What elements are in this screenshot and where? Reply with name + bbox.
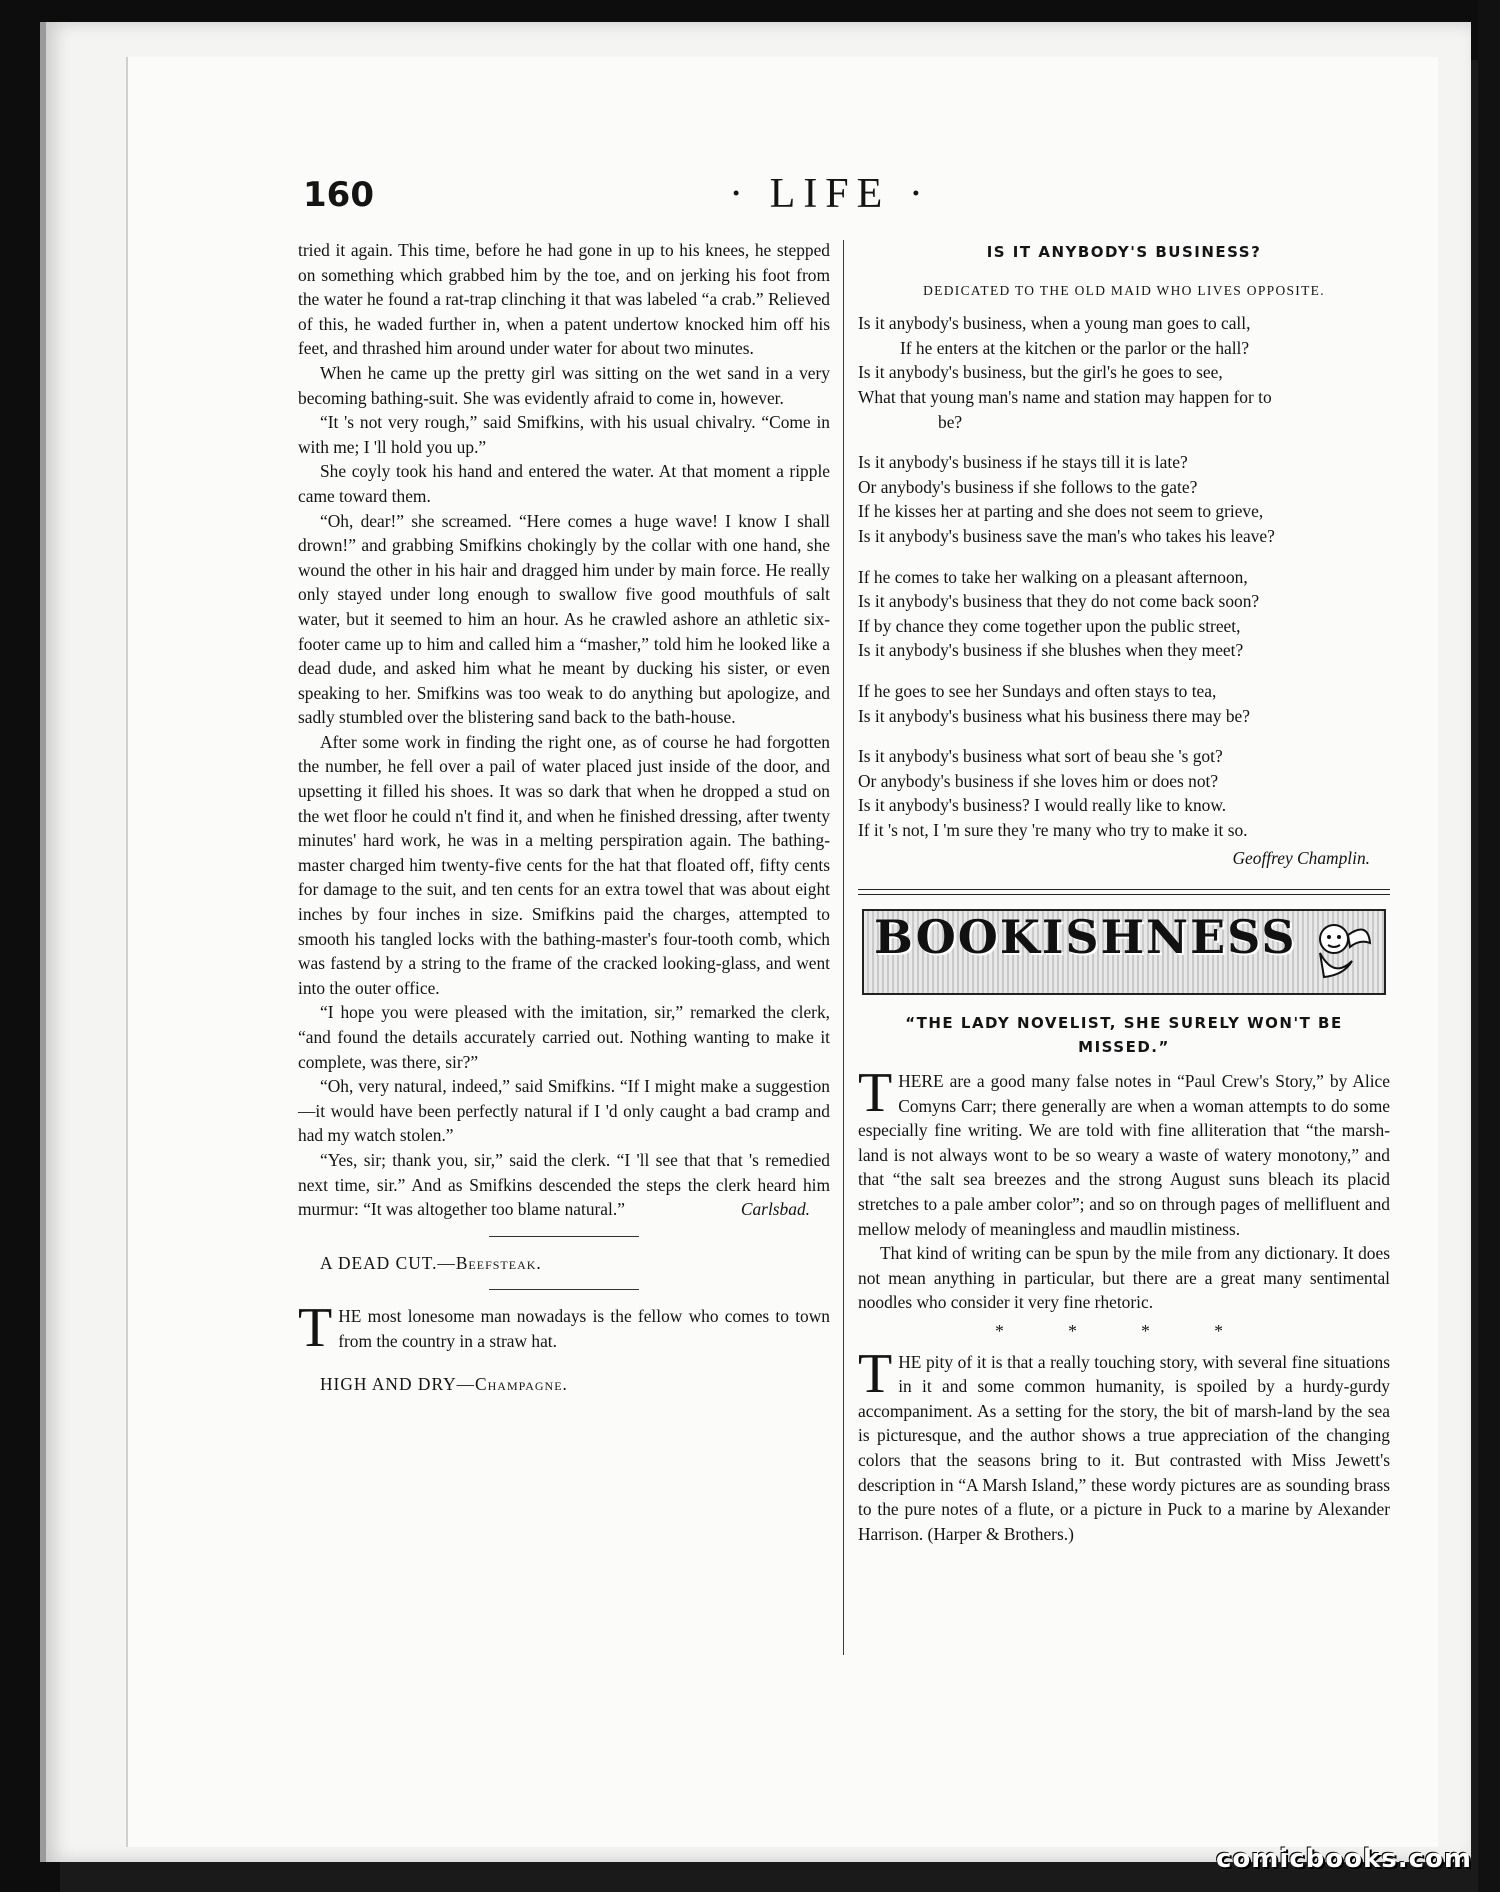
poem-line: If by chance they come together upon the public street, [858, 615, 1241, 636]
poem-line: Is it anybody's business what sort of beau she 's got? [858, 746, 1223, 767]
story-paragraph: tried it again. This time, before he had gone in up to his knees, he stepped on something which grabbed him by the toe, and on jerking his foot from the water he found a rat-trap clinching it that was labeled “a crab.” Relieved of this, he waded further in, when a patent undertow knocked him off his feet, and thrashed him around under water for about two minutes. [298, 240, 830, 359]
section-rule [489, 1236, 639, 1237]
poem-stanza [858, 565, 1390, 663]
poem-line: If he enters at the kitchen or the parlor or the hall? [900, 337, 1250, 358]
poem-line: Is it anybody's business what his business there may be? [858, 705, 1250, 726]
right-column [858, 238, 1390, 1546]
site-watermark: comicbooks.com [1215, 1844, 1472, 1874]
poem-line: If he comes to take her walking on a pleasant afternoon, [858, 566, 1248, 587]
review-text: HERE are a good many false notes in “Paul Crew's Story,” by Alice Comyns Carr; there generally are when a woman attempts to do some especially fine writing. We are told with fine alliteration that “the marsh-land is not always wont to be so weary a waste of watery monotony,” and that “the salt sea breezes and the strong August suns bleach its placid stretches to a pale amber color”; and so on through pages of mellifluent and mellow melody of meaningless and maudlin mistiness. [858, 1071, 1390, 1239]
drop-cap: T [298, 1297, 333, 1360]
story-paragraph: After some work in finding the right one, as of course he had forgotten the number, he fell over a pail of water placed just inside of the door, and upsetting it filled his shoes. It was so dark that when he dropped a stud on the wet floor he could n't find it, and when he finished dressing, after twenty minutes' hard work, he was in a melting perspiration again. The bathing-master charged him twenty-five cents for the hat that floated off, fifty cents for damage to the suit, and ten cents for an extra towel that was about eight inches by four inches in size. Smifkins paid the charges, attempted to smooth his tangled locks with the bathing-master's four-tooth comb, which was fastend by a string to the frame of the cracked looking-glass, and went into the outer office. [298, 731, 830, 998]
section-double-rule [858, 889, 1390, 895]
review-text: HE pity of it is that a really touching story, with several fine situations in it and some common humanity, is spoiled by a hurdy-gurdy accompaniment. As a setting for the story, the bit of marsh-land by the sea is picturesque, and the author shows a true appreciation of the changing colors that the seasons bring to it. But contrasted with Miss Jewett's description in “A Marsh Island,” these wordy pictures are as sounding brass to the pure notes of a flute, or a picture in Puck to a marine by Alexander Harrison. (Harper & Brothers.) [858, 1351, 1390, 1544]
section-rule [489, 1289, 639, 1290]
quip-dead-cut: A DEAD CUT.—Beefsteak. [320, 1252, 542, 1273]
review-paragraph: That kind of writing can be spun by the mile from any dictionary. It does not mean anything in particular, but there are a great many sentimental noodles who consider it very fine rhetoric. [858, 1243, 1390, 1313]
masthead-title: · LIFE · [729, 171, 931, 217]
banner-title: BOOKISHNESS [874, 910, 1297, 965]
poem-stanza [858, 679, 1390, 728]
poem-line: Is it anybody's business if he stays till it is late? [858, 452, 1188, 473]
bookishness-banner [862, 909, 1386, 995]
review-paragraph [858, 1342, 1390, 1547]
poem-line: Or anybody's business if she loves him or does not? [858, 770, 1219, 791]
poem-line: If it 's not, I 'm sure they 're many who try to make it so. [858, 819, 1248, 840]
column-divider [843, 240, 844, 1655]
quip-text: HE most lonesome man nowadays is the fellow who comes to town from the country in a straw hat. [338, 1306, 830, 1351]
quip-lonesome-man [298, 1297, 830, 1360]
story-paragraph: “Yes, sir; thank you, sir,” said the clerk. “I 'll see that that 's remedied next time, sir.” And as Smifkins descended the steps the clerk heard him murmur: “It was altogether too blame natural.” [298, 1149, 830, 1220]
story-paragraph: When he came up the pretty girl was sitting on the wet sand in a very becoming bathing-suit. She was evidently afraid to come in, however. [298, 362, 830, 408]
quip-high-and-dry: HIGH AND DRY—Champagne. [320, 1373, 568, 1394]
poem-stanza [858, 311, 1390, 434]
page-number: 160 [303, 175, 374, 215]
poem-line: Is it anybody's business that they do not come back soon? [858, 591, 1260, 612]
drop-cap: T [858, 1062, 893, 1125]
story-paragraph: “Oh, dear!” she screamed. “Here comes a huge wave! I know I shall drown!” and grabbing Smifkins chokingly by the collar with one hand, she wound the other in his hair and dragged him under by main force. He really only stayed under long enough to swallow five good mouthfuls of salt water, but it seemed to him an hour. As he crawled ashore an athletic six-footer came up to him and called him a “masher,” told him he looked like a dead dude, and asked him what he meant by ducking his sister, or even speaking to her. Smifkins was too weak to do anything but apologize, and sadly stumbled over the blistering sand back to the bath-house. [298, 510, 830, 728]
poem-stanza [858, 450, 1390, 548]
story-paragraph: “I hope you were pleased with the imitation, sir,” remarked the clerk, “and found the details accurately carried out. Nothing wanting to make it complete, was there, sir?” [298, 1002, 830, 1072]
poem-author: Geoffrey Champlin. [1232, 848, 1370, 869]
story-paragraph: “Oh, very natural, indeed,” said Smifkins. “If I might make a suggestion—it would have been perfectly natural if I 'd only caught a bad cramp and had my watch stolen.” [298, 1076, 830, 1146]
poem-line: Is it anybody's business? I would really like to know. [858, 795, 1227, 816]
poem-line: Is it anybody's business, when a young man goes to call, [858, 313, 1251, 334]
poem-line: Or anybody's business if she follows to the gate? [858, 476, 1198, 497]
poem-stanza [858, 744, 1390, 842]
scan-background-right [1478, 0, 1500, 1892]
section-stars: * * * * [995, 1321, 1253, 1341]
poem-line: be? [938, 411, 963, 432]
poem-line: If he goes to see her Sundays and often stays to tea, [858, 680, 1217, 701]
poem-title: IS IT ANYBODY'S BUSINESS? [986, 243, 1262, 261]
story-paragraph: She coyly took his hand and entered the water. At that moment a ripple came toward them. [298, 461, 830, 506]
review-paragraph [858, 1062, 1390, 1241]
cherub-icon [1294, 917, 1374, 985]
story-paragraph: “It 's not very rough,” said Smifkins, with his usual chivalry. “Come in with me; I 'll hold you up.” [298, 412, 830, 457]
story-signature: Carlsbad. [740, 1199, 810, 1220]
poem-line: What that young man's name and station may happen for to [858, 386, 1272, 407]
left-column [298, 238, 830, 1396]
drop-cap: T [858, 1342, 893, 1405]
poem-line: Is it anybody's business if she blushes when they meet? [858, 640, 1244, 661]
review-title: “THE LADY NOVELIST, SHE SURELY WON'T BE MISSED.” [905, 1014, 1343, 1057]
poem-dedication: DEDICATED TO THE OLD MAID WHO LIVES OPPOSITE. [923, 282, 1325, 298]
poem-line: If he kisses her at parting and she does not seem to grieve, [858, 501, 1264, 522]
poem-line: Is it anybody's business save the man's who takes his leave? [858, 525, 1275, 546]
poem-line: Is it anybody's business, but the girl's he goes to see, [858, 362, 1223, 383]
